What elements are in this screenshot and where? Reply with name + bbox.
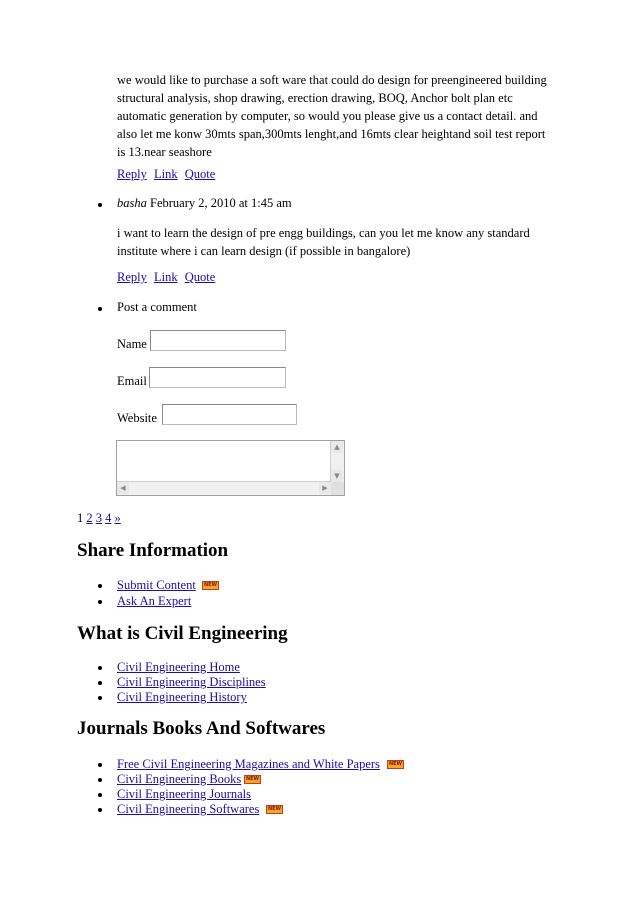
pagination <box>77 509 121 527</box>
bullet <box>98 793 102 797</box>
comment-line: automatic generation by computer, so would you please give us a contact detail. and <box>117 109 538 123</box>
website-input[interactable] <box>162 404 297 425</box>
horizontal-scrollbar[interactable] <box>117 481 331 495</box>
next-page-link[interactable]: » <box>114 511 121 525</box>
bullet <box>98 584 102 588</box>
civil-engineering-history-link[interactable]: Civil Engineering History <box>117 690 247 704</box>
magazines-link[interactable]: Free Civil Engineering Magazines and White Papers <box>117 757 380 771</box>
vertical-scrollbar[interactable] <box>330 441 344 482</box>
link-link[interactable]: Link <box>153 167 178 181</box>
name-input[interactable] <box>150 330 286 351</box>
civil-engineering-disciplines-link[interactable]: Civil Engineering Disciplines <box>117 675 266 689</box>
comment-textarea[interactable] <box>116 440 345 496</box>
reply-link[interactable]: Reply <box>117 167 147 181</box>
name-label: Name <box>117 337 147 351</box>
comment-line: also let me konw 30mts span,300mts lenght,and 16mts clear heightand soil test report <box>117 127 546 141</box>
section-heading: Journals Books And Softwares <box>77 718 326 739</box>
reply-link[interactable]: Reply <box>117 270 147 284</box>
bullet <box>98 808 102 812</box>
bullet <box>98 203 102 207</box>
bullet <box>98 778 102 782</box>
section-heading: Share Information <box>77 540 229 561</box>
scroll-down-icon[interactable]: ▼ <box>331 470 343 482</box>
new-badge: NEW <box>388 761 403 767</box>
comment-line: we would like to purchase a soft ware that could do design for preengineered building <box>117 73 547 87</box>
bullet <box>98 600 102 604</box>
books-link[interactable]: Civil Engineering Books <box>117 772 242 786</box>
current-page: 1 <box>77 511 84 525</box>
ask-expert-link[interactable]: Ask An Expert <box>117 594 192 608</box>
resize-corner <box>331 482 344 495</box>
link-link[interactable]: Link <box>153 270 178 284</box>
page-link[interactable]: 4 <box>105 511 112 525</box>
bullet <box>98 696 102 700</box>
bullet <box>98 666 102 670</box>
scroll-left-icon[interactable]: ◀ <box>117 482 129 494</box>
scroll-up-icon[interactable]: ▲ <box>331 441 343 453</box>
page-link[interactable]: 2 <box>86 511 93 525</box>
email-label: Email <box>117 374 147 388</box>
website-label: Website <box>117 411 157 425</box>
comment-line: institute where i can learn design (if possible in bangalore) <box>117 244 411 258</box>
comment-2-meta <box>117 194 292 212</box>
comment-date: February 2, 2010 at 1:45 am <box>150 196 292 210</box>
softwares-link[interactable]: Civil Engineering Softwares <box>117 802 260 816</box>
comment-1-actions <box>117 165 215 183</box>
new-badge: NEW <box>267 806 282 812</box>
bullet <box>98 307 102 311</box>
comment-line: is 13.near seashore <box>117 145 212 159</box>
submit-content-link[interactable]: Submit Content <box>117 578 196 592</box>
scroll-right-icon[interactable]: ▶ <box>319 482 331 494</box>
comment-author: basha <box>117 196 147 210</box>
journals-link[interactable]: Civil Engineering Journals <box>117 787 252 801</box>
bullet <box>98 681 102 685</box>
section-heading: What is Civil Engineering <box>77 623 288 644</box>
quote-link[interactable]: Quote <box>184 167 216 181</box>
new-badge: NEW <box>245 776 260 782</box>
post-comment-title: Post a comment <box>117 300 197 314</box>
comment-1-body <box>117 71 547 161</box>
page-link[interactable]: 3 <box>95 511 102 525</box>
email-input[interactable] <box>149 367 286 388</box>
comment-2-actions <box>117 268 215 286</box>
new-badge: NEW <box>203 582 218 588</box>
comment-2-body <box>117 224 530 260</box>
comment-line: structural analysis, shop drawing, erection drawing, BOQ, Anchor bolt plan etc <box>117 91 513 105</box>
bullet <box>98 763 102 767</box>
comment-line: i want to learn the design of pre engg buildings, can you let me know any standard <box>117 226 530 240</box>
civil-engineering-home-link[interactable]: Civil Engineering Home <box>117 660 240 674</box>
quote-link[interactable]: Quote <box>184 270 216 284</box>
